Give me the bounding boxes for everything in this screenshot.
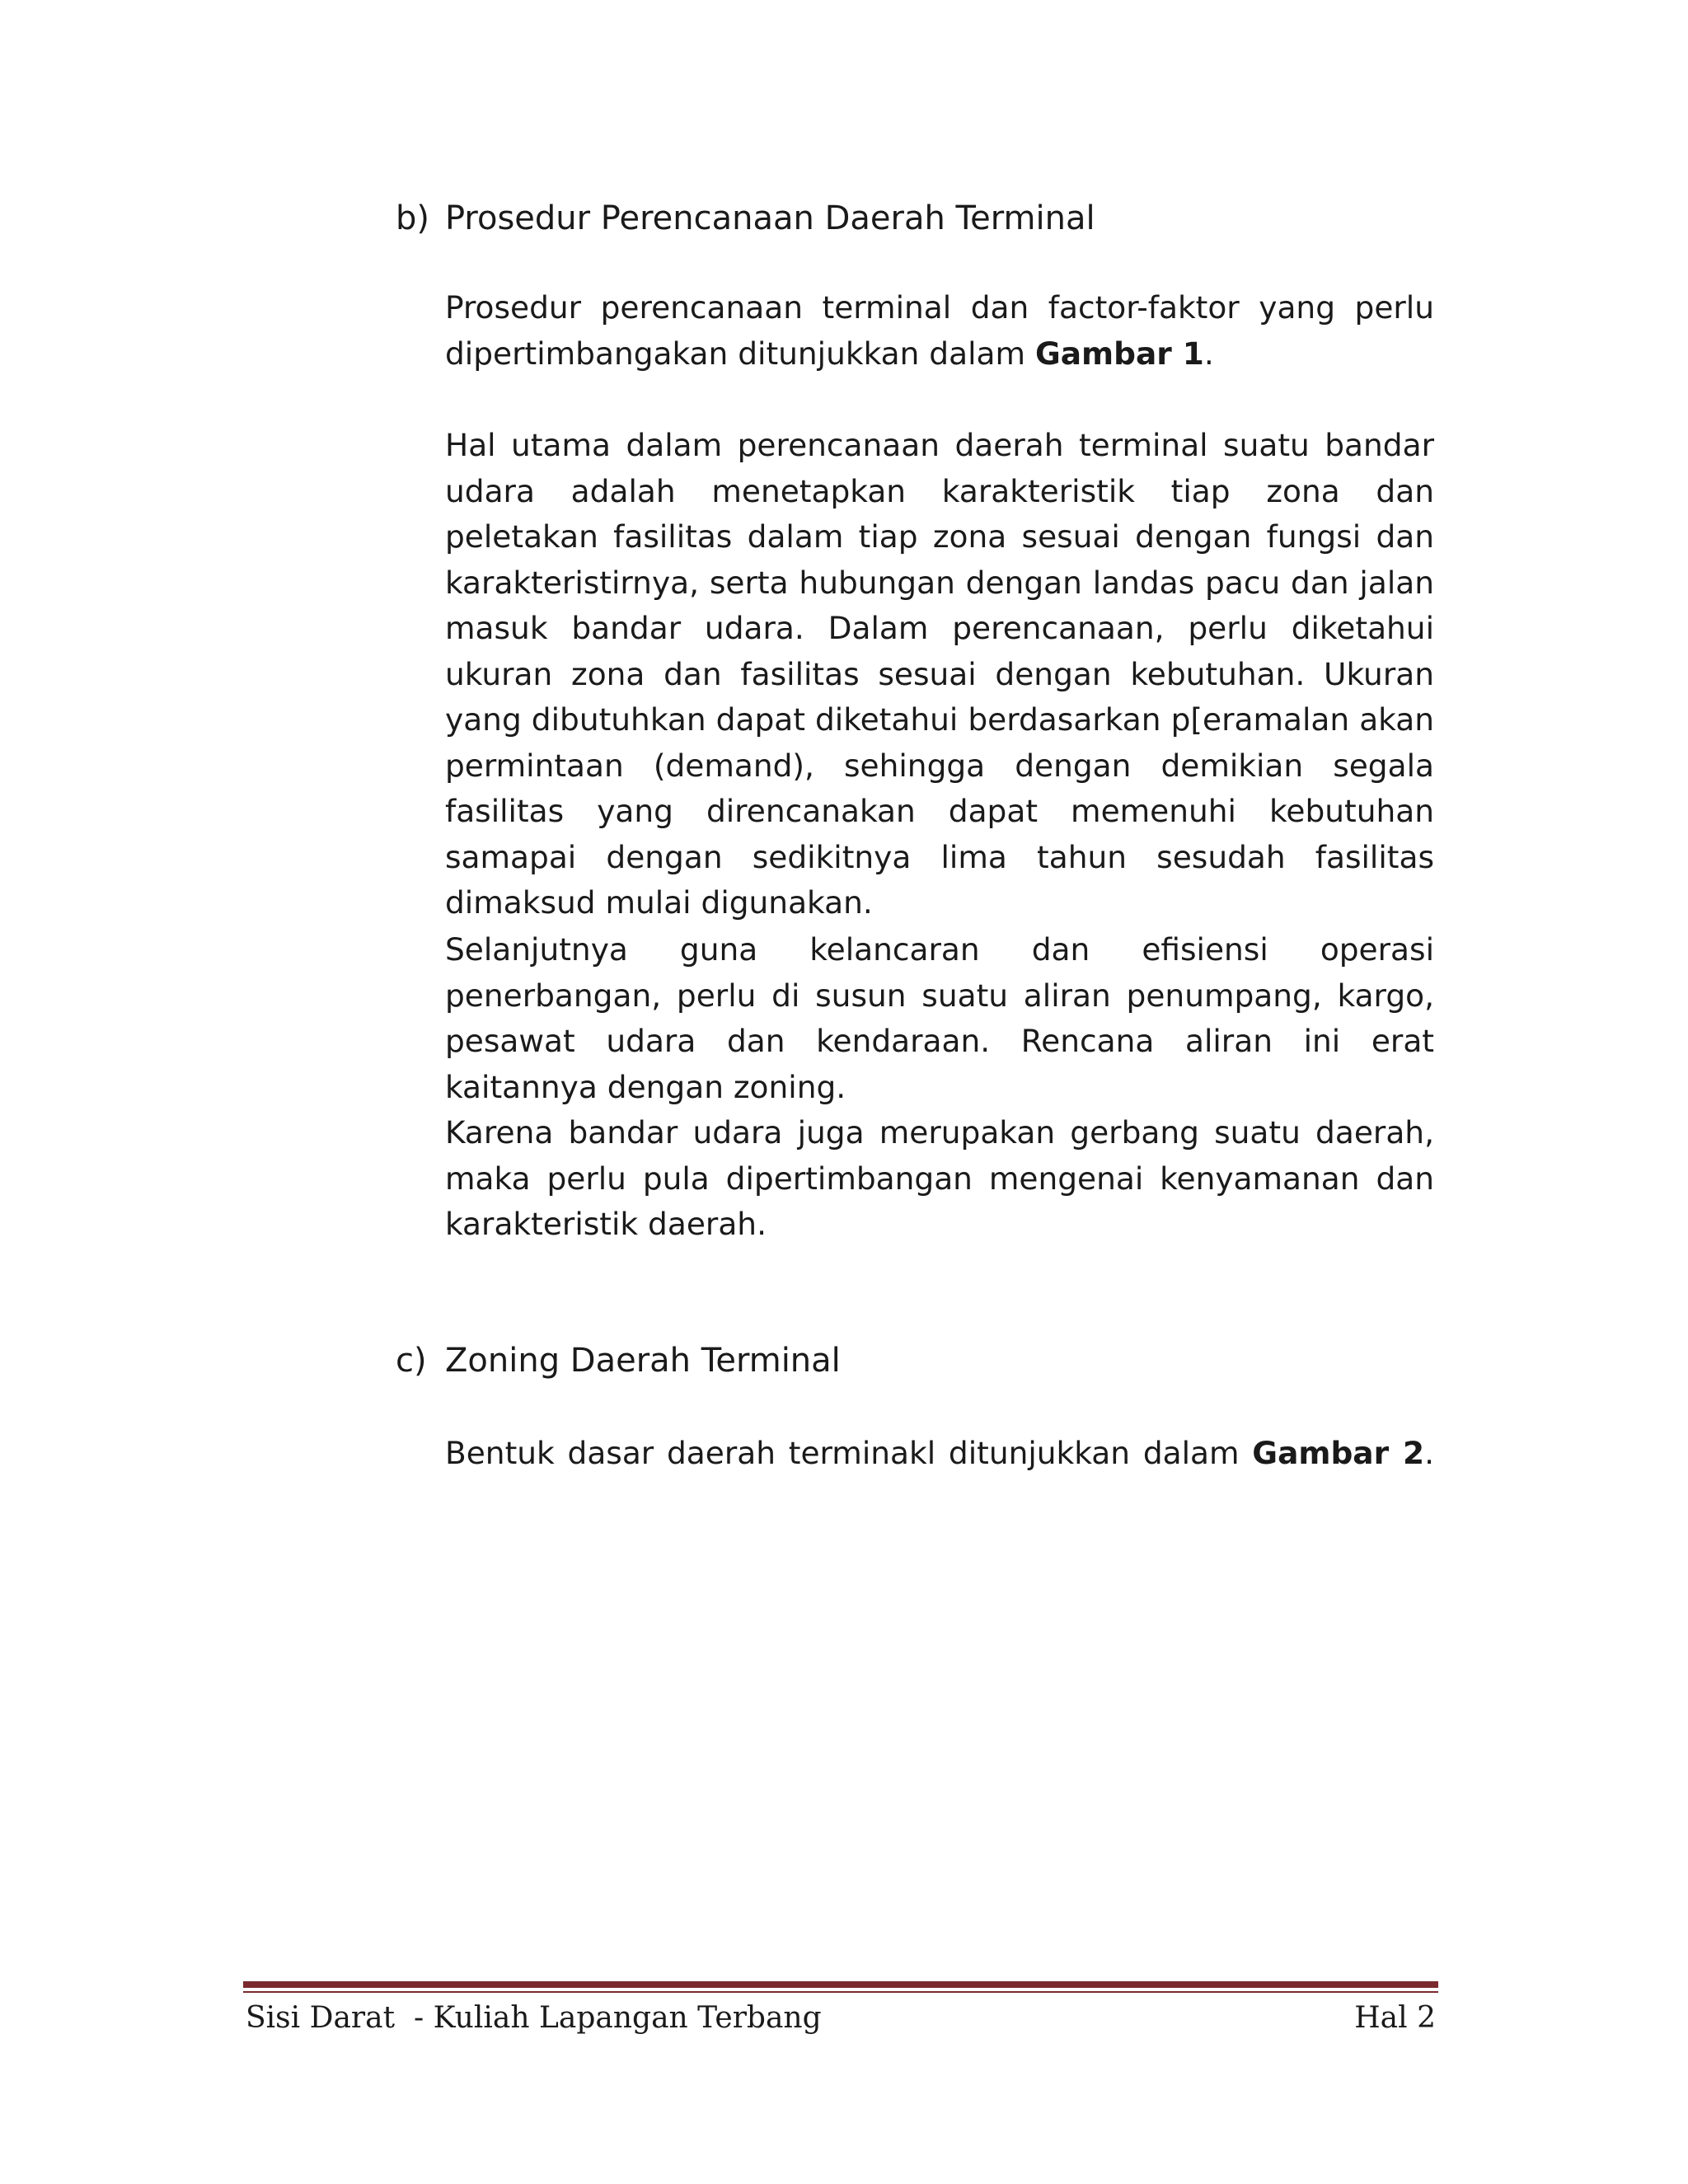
- section-b-paragraph-1-end: .: [1203, 335, 1214, 372]
- section-c-title: Zoning Daerah Terminal: [445, 1342, 841, 1380]
- section-b-title: Prosedur Perencanaan Daerah Terminal: [445, 199, 1095, 237]
- section-c-marker: c): [396, 1342, 427, 1380]
- section-b-paragraph-1-text: Prosedur perencanaan terminal dan factor-faktor yang perlu dipertimbangakan ditunjukkan dalam: [445, 289, 1434, 372]
- footer-divider-thin: [243, 1991, 1438, 1993]
- footer-divider-thick: [243, 1981, 1438, 1988]
- section-b-paragraph-4: Karena bandar udara juga merupakan gerbang suatu daerah, maka perlu pula dipertimbangan mengenai kenyamanan dan karakteristik daerah.: [445, 1114, 1434, 1242]
- section-b-paragraph-2: Hal utama dalam perencanaan daerah terminal suatu bandar udara adalah menetapkan karakteristik tiap zona dan peletakan fasilitas dalam tiap zona sesuai dengan fungsi dan karakteristirnya, serta hubungan dengan landas pacu dan jalan masuk bandar udara. Dalam perencanaan, perlu diketahui ukuran zona dan fasilitas sesuai dengan kebutuhan. Ukuran yang dibutuhkan dapat diketahui berdasarkan p[eramalan akan permintaan (demand), sehingga dengan demikian segala fasilitas yang direncanakan dapat memenuhi kebutuhan samapai dengan sedikitnya lima tahun sesudah fasilitas dimaksud mulai digunakan.: [445, 427, 1434, 921]
- footer-page-number: Hal 2: [1354, 2001, 1436, 2035]
- section-b-marker: b): [396, 199, 429, 237]
- section-c-heading: [396, 1338, 1467, 1384]
- section-c-paragraph-1-text: Bentuk dasar daerah terminakl ditunjukkan dalam: [445, 1435, 1253, 1471]
- section-c-paragraph-1: [445, 1431, 1434, 1477]
- section-c-paragraph-1-end: .: [1424, 1435, 1435, 1471]
- section-b-heading: [396, 195, 1467, 241]
- section-b-paragraph-3: Selanjutnya guna kelancaran dan efisiensi operasi penerbangan, perlu di susun suatu aliran penumpang, kargo, pesawat udara dan kendaraan. Rencana aliran ini erat kaitannya dengan zoning.: [445, 931, 1434, 1105]
- figure-reference-2: Gambar 2: [1252, 1435, 1425, 1471]
- figure-reference-1: Gambar 1: [1034, 335, 1204, 372]
- footer-divider: [243, 1981, 1438, 1993]
- section-b-paragraph-1: [445, 285, 1434, 377]
- footer-document-title: Sisi Darat - Kuliah Lapangan Terbang: [246, 2001, 822, 2035]
